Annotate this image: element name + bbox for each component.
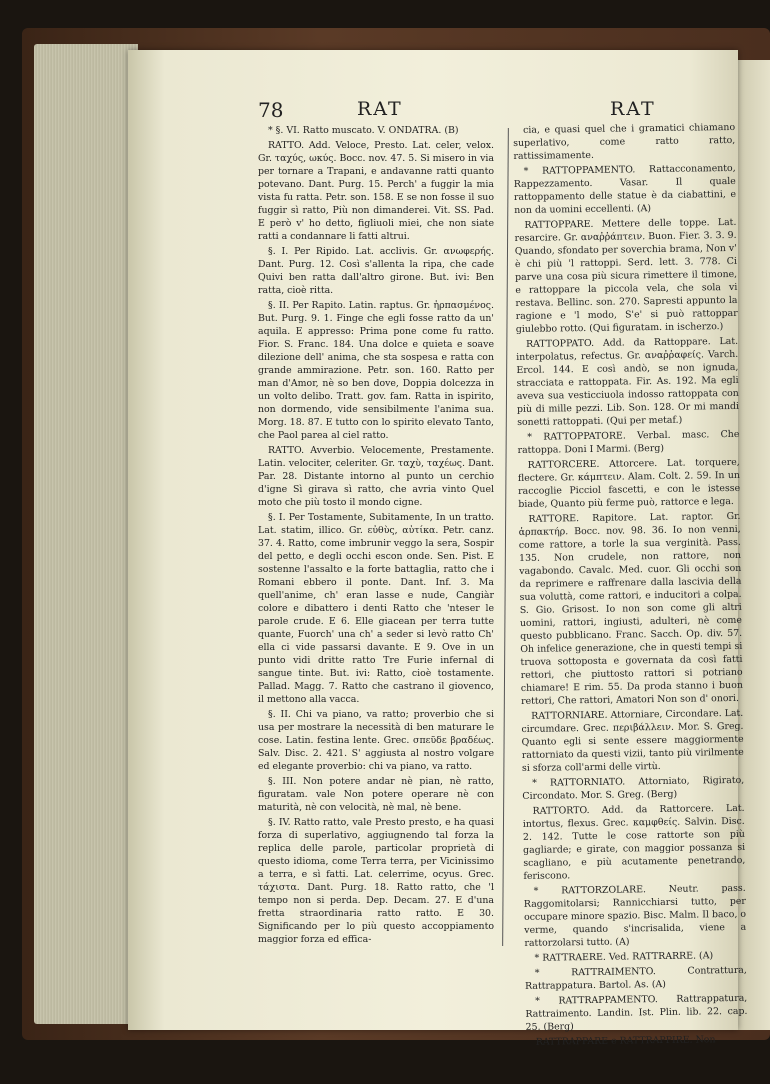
- page-edges: [34, 44, 138, 1024]
- page-number: 78: [258, 98, 284, 122]
- paragraph: * RATTRAPPAMENTO. Rattrappatura, Rattraimento. Landin. Ist. Plin. lib. 22. cap. 25. (Berg): [525, 992, 748, 1033]
- left-column: [258, 124, 494, 948]
- paragraph: * RATTORNIATO. Attorniato, Rigirato, Circondato. Mor. S. Greg. (Berg): [522, 774, 745, 802]
- paragraph: * RATTOPPATORE. Verbal. masc. Che rattoppa. Doni I Marmi. (Berg): [517, 428, 740, 456]
- paragraph: RATTORCERE. Attorcere. Lat. torquere, flectere. Gr. κάμπτειν. Alam. Colt. 2. 59. In un raccoglie Picciol fascetti, e con le istesse biade, Quanto più ferme può, rattorce e lega.: [517, 456, 741, 510]
- paragraph: RATTORTO. Add. da Rattorcere. Lat. intortus, flexus. Grec. καμφθείς. Salvin. Disc. 2. 142. Tutte le cose rattorte son più gagliarde; e girate, con maggior possanza si scagliano, e più acutamente penetrando, feriscono.: [522, 802, 746, 882]
- paragraph: RATTRAPPARE e RATTRAPPIRE. Non: [535, 1034, 716, 1048]
- paragraph: RATTOPPARE. Mettere delle toppe. Lat. resarcire. Gr. αναῤῥάπτειν. Buon. Fier. 3. 3. 9. Quando, sfondato per soverchia brama, Non v' è chi più 'l rattoppi. Serd. lett. 3. 778. Ci parve una cosa più sicura rimettere il timone, e rattoppare la piccola vela, che sola vi restava. Bellinc. son. 270. Sapresti appunto la ragione e 'l modo, S'e' si può rattoppar giulebbo rotto. (Qui figuratam. in ischerzo.): [514, 216, 738, 335]
- right-column: [513, 121, 748, 1051]
- paragraph: §. I. Per Ripido. Lat. acclivis. Gr. ανωφερής. Dant. Purg. 12. Così s'allenta la ripa, che cade Quivi ben ratta dall'altro girone. But. ivi: Ben ratta, cioè ritta.: [258, 246, 494, 296]
- paragraph: §. III. Non potere andar nè pian, nè ratto, figuratam. vale Non potere operare nè con maturità, nè con velocità, nè mal, nè bene.: [258, 776, 494, 813]
- paragraph: * RATTRAERE. Ved. RATTRARRE. (A): [534, 950, 714, 964]
- running-head-right: RAT: [610, 98, 656, 120]
- paragraph: RATTOPPATO. Add. da Rattoppare. Lat. interpolatus, refectus. Gr. αναῤῥαφείς. Varch. Ercol. 144. E così andò, se non ignuda, stracciata e rattoppata. Fir. As. 192. Ma egli aveva sua vesticciuola indosso rattoppata con più di mille pezzi. Lib. Son. 128. Or mi mandi sonetti rattoppati. (Qui per metaf.): [516, 335, 740, 428]
- paragraph: §. II. Per Rapito. Latin. raptus. Gr. ἡρπασμένος. But. Purg. 9. 1. Finge che egli fosse ratto da un' aquila. E appresso: Prima pone come fu ratto. Fior. S. Franc. 184. Una dolce e quieta e soave dilezione dell' anima, che sta sospesa e ratta con grande ammirazione. Petr. son. 160. Ratto per man d'Amor, nè so ben dove, Doppia dolcezza in un volto delibo. Tratt. gov. fam. Ratta in ispirito, non dormendo, vide sensibilmente l'anima sua. Morg. 18. 87. E tutto con lo spirito elevato Tanto, che Paol parea al ciel ratto.: [258, 300, 494, 441]
- paragraph: * §. VI. Ratto muscato. V. ONDATRA. (B): [268, 125, 459, 136]
- paragraph: RATTORE. Rapitore. Lat. raptor. Gr. ἁρπακτήρ. Bocc. nov. 98. 36. Io non venni, come rattore, a torle la sua verginità. Pass. 135. Non crudele, non rattore, non vagabondo. Cavalc. Med. cuor. Gli occhi son da reprimere e raffrenare dalla lascivia della sua voluttà, come rattori, e inducitori a colpa. S. Gio. Grisost. Io non son come gli altri uomini, rattori, ingiusti, adulteri, nè come questo pubblicano. Franc. Sacch. Op. div. 57. Oh infelice generazione, che in questi tempi si truova sottoposta e governata da così fatti rettori, che piuttosto rattori si potriano chiamare! E rim. 55. Da proda stanno i buon rettori, Che rattori, Amatori Non son d' onori.: [518, 510, 743, 707]
- paragraph: §. IV. Ratto ratto, vale Presto presto, e ha quasi forza di superlativo, aggiugnendo tal forza la replica delle parole, particolar proprietà di questo idioma, come Terra terra, per Vicinissimo a terra, e sì fatti. Lat. celerrime, ocyus. Grec. τάχιστα. Dant. Purg. 18. Ratto ratto, che 'l tempo non si perda. Dep. Decam. 27. E d'una fretta straordinaria ratto ratto. E 30. Significando per lo più questo accoppiamento maggior forza ed effica-: [258, 817, 494, 945]
- paragraph: * RATTORZOLARE. Neutr. pass. Raggomitolarsi; Rannicchiarsi tutto, per occupare minore spazio. Bisc. Malm. Il baco, o verme, quando s'incrisalida, viene a rattorzolarsi tutto. (A): [523, 882, 747, 949]
- paragraph: RATTO. Avverbio. Velocemente, Prestamente. Latin. velociter, celeriter. Gr. ταχὺ, ταχέως. Dant. Par. 28. Distante intorno al punto un cerchio d'igne Sì girava sì ratto, che avria vinto Quel moto che più tosto il mondo cigne.: [258, 445, 494, 508]
- running-head-left: RAT: [357, 98, 403, 120]
- paragraph: RATTO. Add. Veloce, Presto. Lat. celer, velox. Gr. ταχύς, ωκύς. Bocc. nov. 47. 5. Si misero in via per tornare a Trapani, e andavanne ratti quanto potevano. Dant. Purg. 15. Perch' a fuggir la mia vista fu ratta. Petr. son. 158. E se non fosse il suo fuggir sì ratto, Più non dimanderei. Vit. SS. Pad. E però v' ho detto, figliuoli miei, che non siate ratti a condannare li fatti altrui.: [258, 140, 494, 242]
- paragraph: §. I. Per Tostamente, Subitamente, In un tratto. Lat. statim, illico. Gr. εὐθὺς, αὐτίκα. Petr. canz. 37. 4. Ratto, come imbrunir veggo la sera, Sospir del petto, e degli occhi escon onde. Sen. Pist. E sostenne l'assalto e la forte battaglia, ratto che i Romani ebbero il ponte. Dant. Inf. 3. Ma quell'anime, ch' eran lasse e nude, Cangiàr colore e dibattero i denti Ratto che 'nteser le parole crude. E 6. Elle giacean per terra tutte quante, Fuorch' una ch' a seder si levò ratto Ch' ella ci vide passarsi davante. E 9. Ove in un punto vidi dritte ratto Tre Furie infernal di sangue tinte. But. ivi: Ratto, cioè tostamente. Pallad. Magg. 7. Ratto che castrano il giovenco, il mettono alla vacca.: [258, 512, 494, 705]
- paragraph: * RATTOPPAMENTO. Rattacconamento, Rappezzamento. Vasar. Il quale rattoppamento delle statue è da ciabattini, e non da uomini eccellenti. (A): [513, 162, 737, 216]
- paragraph: §. II. Chi va piano, va ratto; proverbio che si usa per mostrare la necessità di ben maturare le cose. Latin. festina lente. Grec. σπεῦδε βραδέως. Salv. Disc. 2. 421. S' aggiusta al nostro volgare ed elegante proverbio: chi va piano, va ratto.: [258, 709, 494, 772]
- paragraph: RATTORNIARE. Attorniare, Circondare. Lat. circumdare. Grec. περιβάλλειν. Mor. S. Greg. Quanto egli si sente essere maggiormente rattorniato da questi vizii, tanto più virilmente si sforza coll'armi delle virtù.: [521, 707, 744, 774]
- paragraph: cia, e quasi quel che i gramatici chiamano superlativo, come ratto ratto, rattissimamente.: [513, 121, 736, 162]
- paragraph: * RATTRAIMENTO. Contrattura, Rattrappatura. Bartol. As. (A): [524, 964, 747, 992]
